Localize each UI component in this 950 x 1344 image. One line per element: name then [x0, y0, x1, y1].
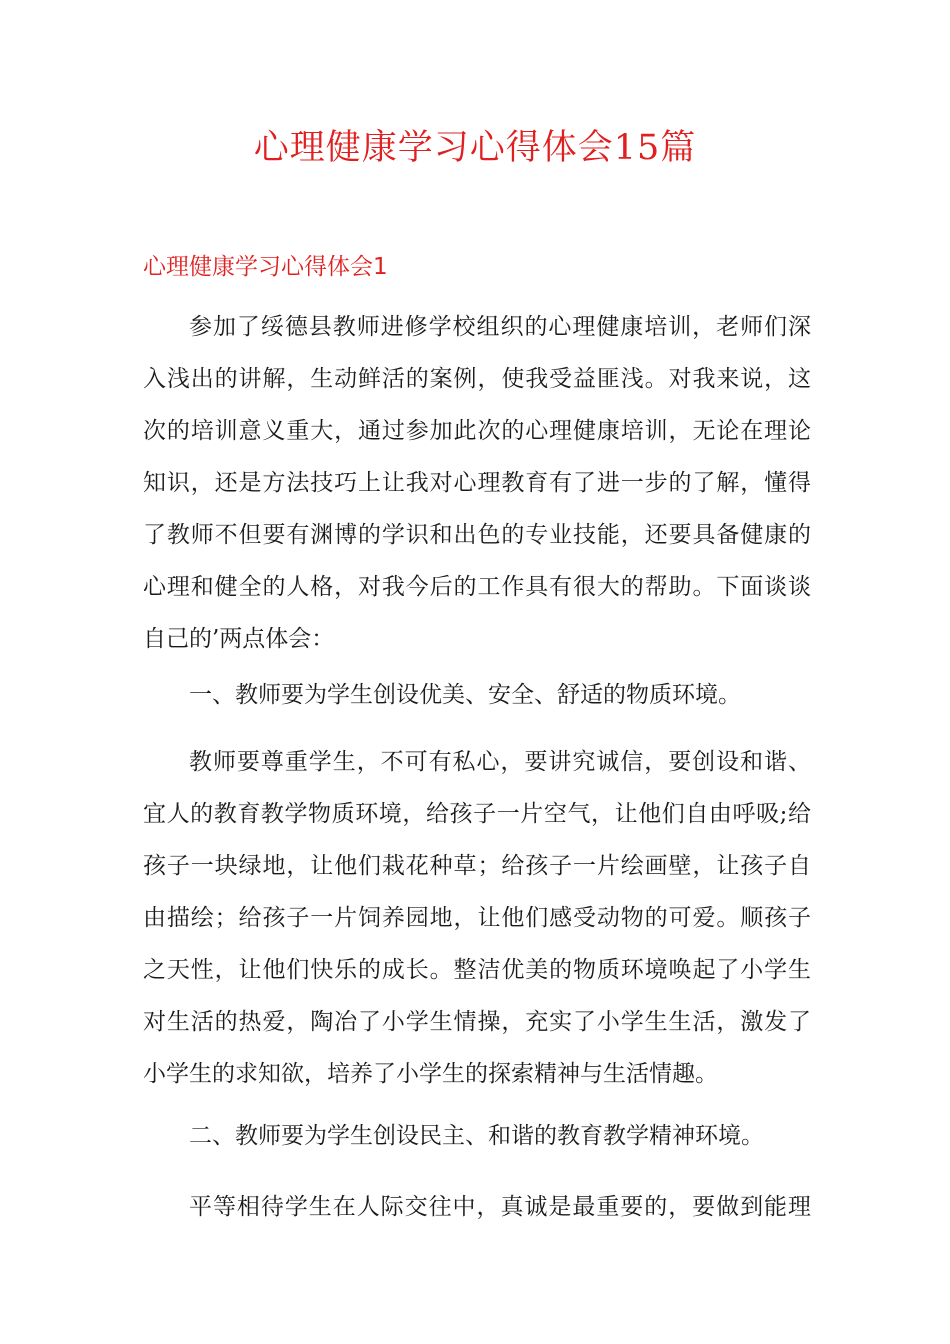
paragraph-line: 小学生的求知欲，培养了小学生的探索精神与生活情趣。 [143, 1061, 718, 1087]
paragraph-line: 知识，还是方法技巧上让我对心理教育有了进一步的了解，懂得 [143, 470, 811, 496]
paragraph-line: 对生活的热爱，陶冶了小学生情操，充实了小学生生活，激发了 [143, 1009, 811, 1035]
paragraph-line: 平等相待学生在人际交往中，真诚是最重要的，要做到能理 [189, 1194, 811, 1220]
paragraph-line: 入浅出的讲解，生动鲜活的案例，使我受益匪浅。对我来说，这 [143, 366, 811, 392]
paragraph-line: 自己的’两点体会： [143, 626, 335, 652]
paragraph-line: 教师要尊重学生，不可有私心，要讲究诚信，要创设和谐、 [189, 749, 811, 775]
paragraph-line: 宜人的教育教学物质环境，给孩子一片空气，让他们自由呼吸;给 [143, 801, 811, 827]
paragraph-2 [143, 736, 811, 1100]
paragraph-line: 之天性，让他们快乐的成长。整洁优美的物质环境唤起了小学生 [143, 957, 811, 983]
point-2 [143, 1110, 811, 1162]
section-heading: 心理健康学习心得体会1 [143, 254, 388, 280]
paragraph-line: 了教师不但要有渊博的学识和出色的专业技能，还要具备健康的 [143, 522, 811, 548]
paragraph-line: 孩子一块绿地，让他们栽花种草；给孩子一片绘画壁，让孩子自 [143, 853, 811, 879]
document-title: 心理健康学习心得体会15篇 [253, 128, 697, 168]
point-1 [143, 669, 811, 721]
paragraph-line: 次的培训意义重大，通过参加此次的心理健康培训，无论在理论 [143, 418, 811, 444]
point-heading: 二、教师要为学生创设民主、和谐的教育教学精神环境。 [189, 1123, 764, 1149]
point-heading: 一、教师要为学生创设优美、安全、舒适的物质环境。 [189, 682, 741, 708]
paragraph-3 [143, 1181, 811, 1233]
paragraph-1 [143, 301, 811, 665]
paragraph-line: 参加了绥德县教师进修学校组织的心理健康培训，老师们深 [189, 314, 811, 340]
paragraph-line: 心理和健全的人格，对我今后的工作具有很大的帮助。下面谈谈 [143, 574, 811, 600]
paragraph-line: 由描绘；给孩子一片饲养园地，让他们感受动物的可爱。顺孩子 [143, 905, 811, 931]
